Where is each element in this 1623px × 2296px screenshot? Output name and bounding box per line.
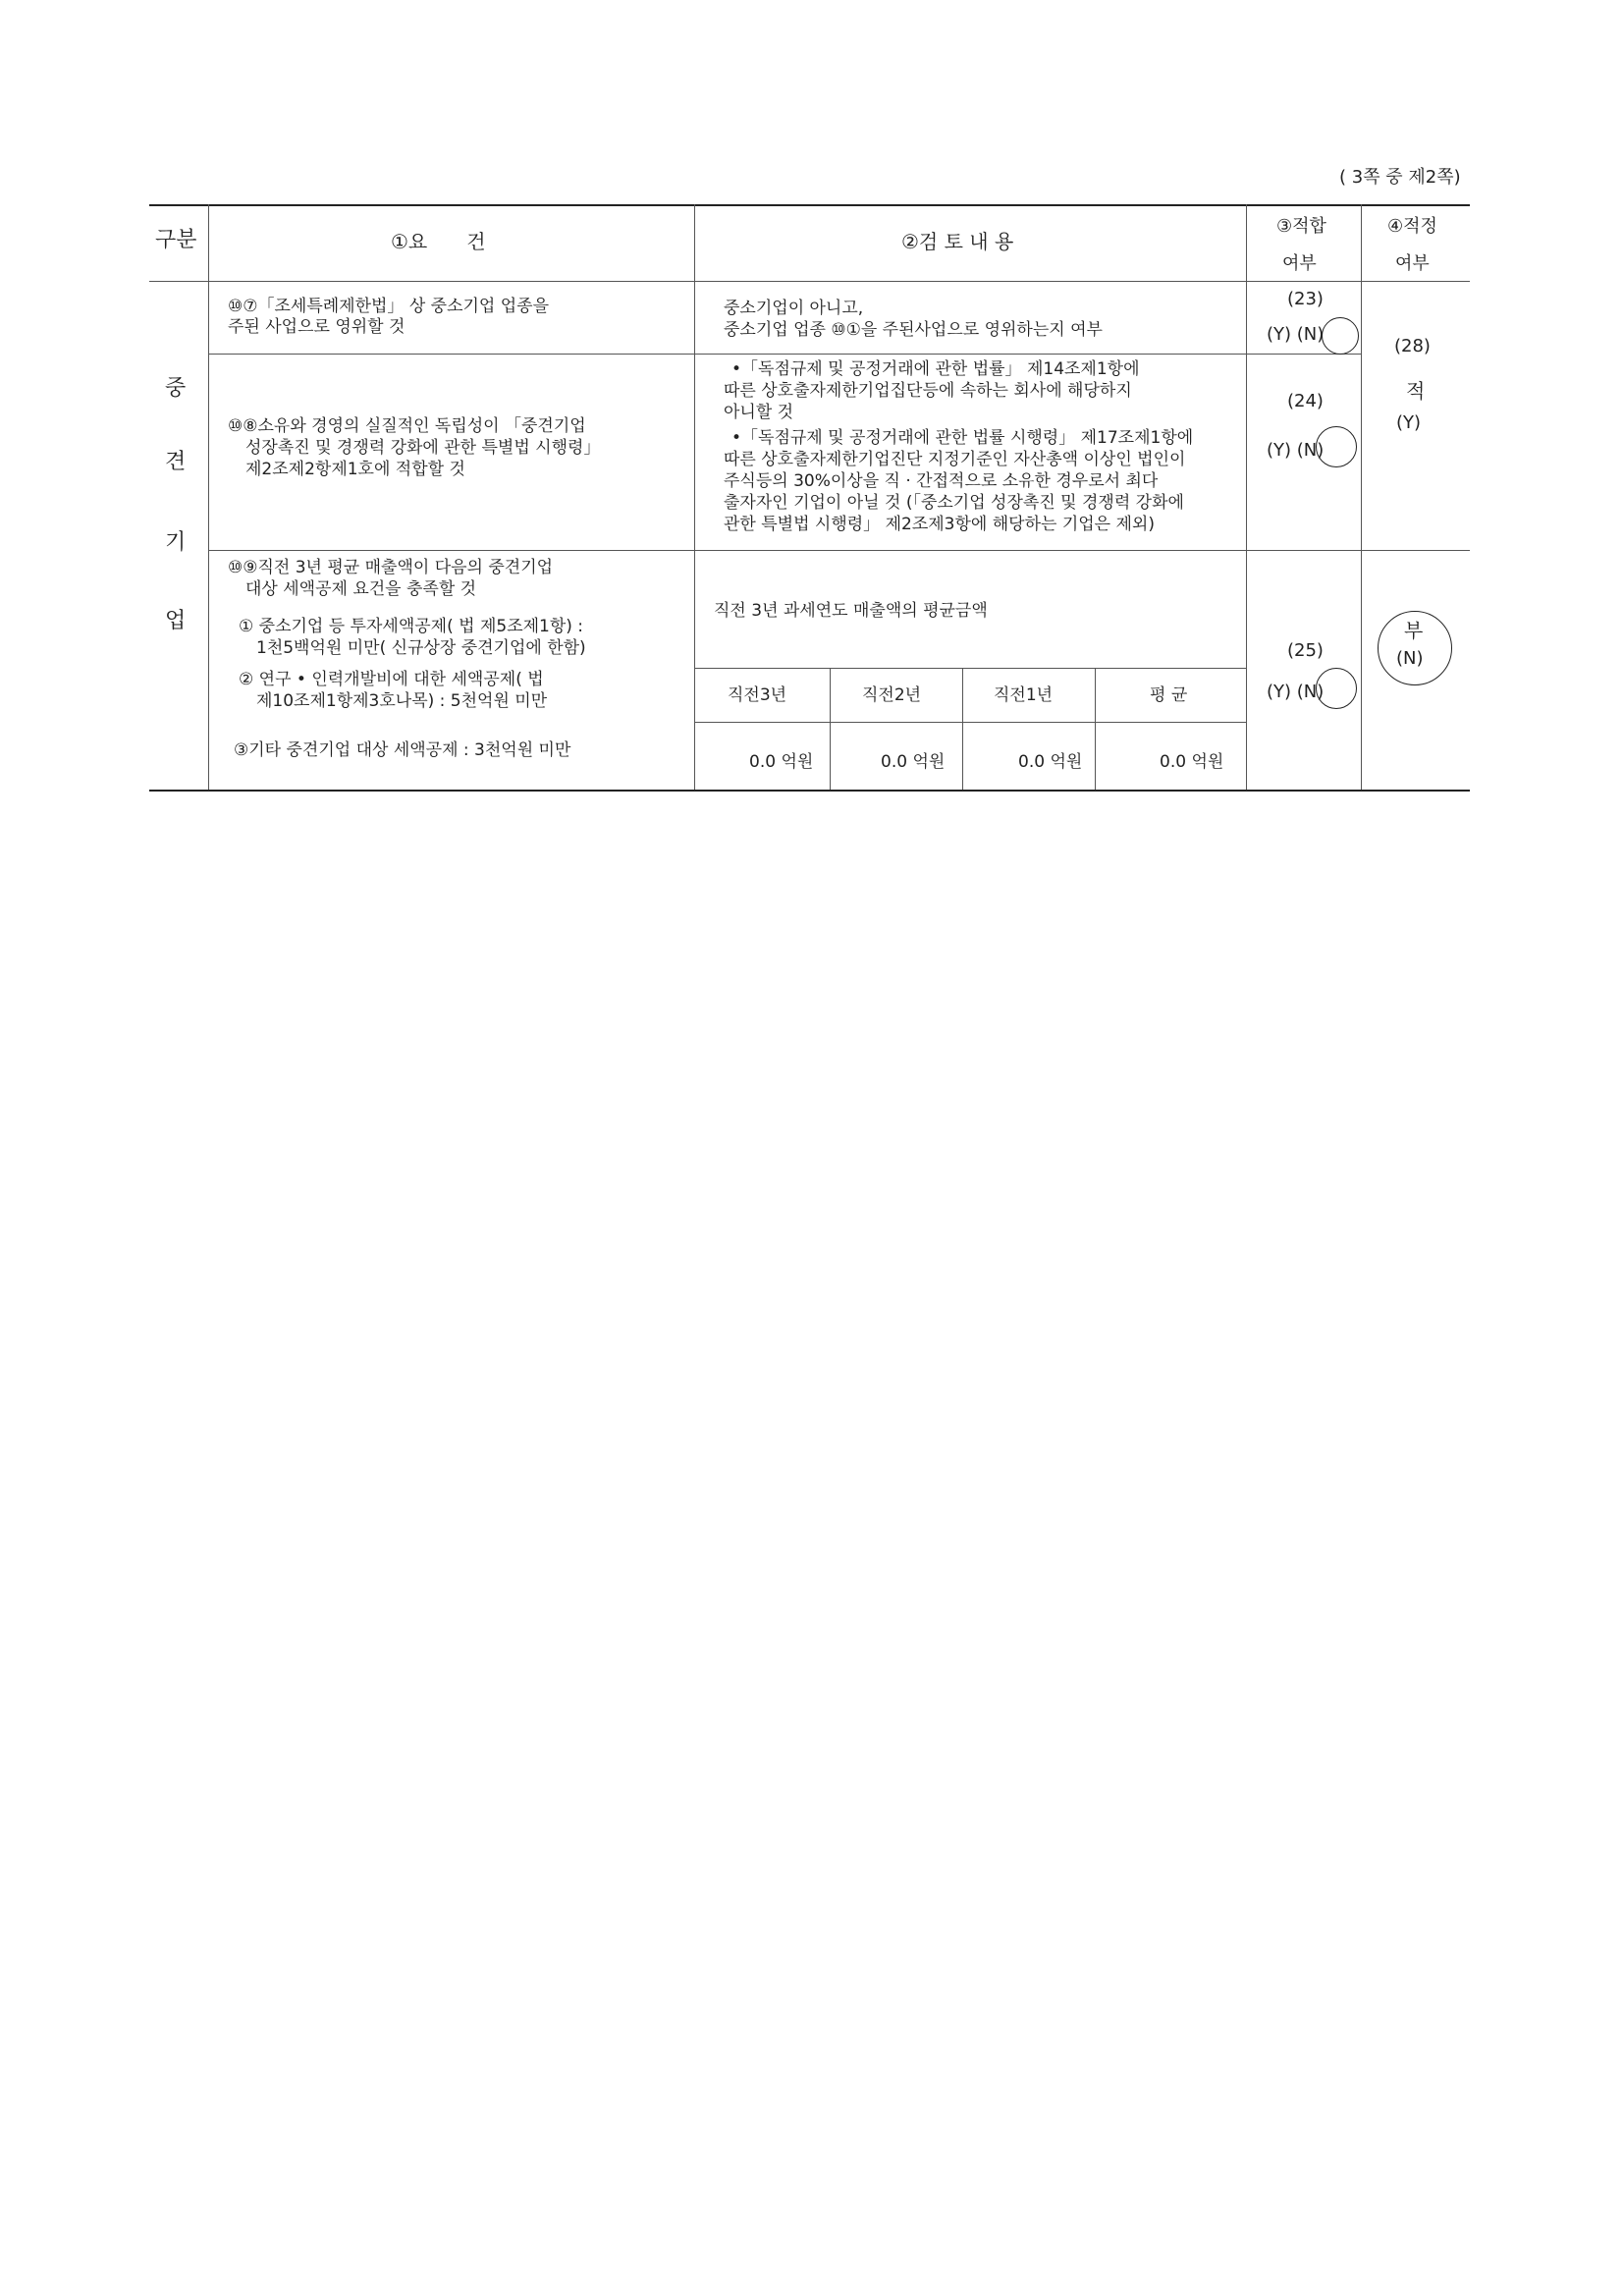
row3-code: (25) (1287, 640, 1324, 661)
row3-requirement-line5: ② 연구 • 인력개발비에 대한 세액공제( 법 (239, 670, 544, 689)
row3-yn: (Y) (N) (1267, 682, 1325, 702)
row2-review-line6: 주식등의 30%이상을 직 · 간접적으로 소유한 경우로서 최다 (724, 471, 1159, 491)
sales-col-divider-1 (830, 668, 831, 790)
row3-requirement-line4: 1천5백억원 미만( 신규상장 중견기업에 한함) (256, 638, 586, 658)
eligibility-unfit-yn: (N) (1396, 648, 1424, 669)
sales-col-divider-3 (1095, 668, 1096, 790)
row3-requirement-line2: 대상 세액공제 요건을 충족할 것 (245, 579, 477, 599)
table-bottom-border (149, 790, 1470, 792)
row2-n-selected-circle (1316, 426, 1357, 467)
sales-header-year1: 직전1년 (994, 685, 1054, 705)
row2-requirement-line3: 제2조제2항제1호에 적합할 것 (245, 460, 465, 479)
row1-review-line1: 중소기업이 아니고, (724, 299, 864, 318)
row2-requirement-line2: 성장촉진 및 경쟁력 강화에 관한 특별법 시행령」 (245, 438, 601, 458)
category-char-2: 견 (165, 450, 187, 474)
header-review: ②검 토 내 용 (901, 230, 1014, 253)
header-bottom-border (149, 281, 1470, 282)
row2-yn: (Y) (N) (1267, 440, 1325, 461)
row2-review-line2: 따른 상호출자제한기업집단등에 속하는 회사에 해당하지 (724, 381, 1132, 401)
eligibility-fit-char: 적 (1406, 379, 1426, 403)
sales-header-year2: 직전2년 (862, 685, 922, 705)
row1-bottom-border (208, 354, 1361, 355)
col-fit-right (1361, 204, 1362, 790)
eligibility-code: (28) (1394, 336, 1431, 356)
row1-yn: (Y) (N) (1267, 324, 1325, 345)
row2-code: (24) (1287, 391, 1324, 411)
sales-header-bottom (694, 722, 1246, 723)
header-category: 구분 (155, 228, 197, 252)
row3-requirement-line3: ① 중소기업 등 투자세액공제( 법 제5조제1항) : (239, 617, 584, 636)
row2-review-line7: 출자자인 기업이 아닐 것 (「중소기업 성장촉진 및 경쟁력 강화에 (724, 493, 1184, 513)
row2-review-line8: 관한 특별법 시행령」 제2조제3항에 해당하는 기업은 제외) (724, 515, 1155, 534)
sales-header-year3: 직전3년 (728, 685, 787, 705)
row2-requirement-line1: ⑩⑧소유와 경영의 실질적인 독립성이 「중견기업 (228, 416, 586, 436)
sales-value-year2: 0.0 억원 (881, 752, 946, 772)
row1-requirement-line2: 주된 사업으로 영위할 것 (228, 317, 406, 337)
eligibility-unfit-char: 부 (1404, 619, 1424, 642)
row3-requirement-line7: ③기타 중견기업 대상 세액공제 : 3천억원 미만 (234, 740, 571, 760)
category-char-4: 업 (165, 609, 187, 633)
sales-col-divider-2 (962, 668, 963, 790)
col-review-right (1246, 204, 1247, 790)
row2-review-line3: 아니할 것 (724, 403, 794, 422)
header-eligibility-line1: ④적정 (1387, 216, 1437, 237)
sales-header-average: 평 균 (1150, 685, 1188, 705)
table-top-border (149, 204, 1470, 206)
category-char-3: 기 (165, 530, 187, 555)
row3-n-selected-circle (1316, 668, 1357, 709)
row2-review-line1: •「독점규제 및 공정거래에 관한 법률」 제14조제1항에 (731, 359, 1140, 379)
row3-requirement-line6: 제10조제1항제3호나목) : 5천억원 미만 (256, 691, 548, 711)
col-requirement-right (694, 204, 695, 790)
eligibility-fit-yn: (Y) (1396, 412, 1422, 433)
eligibility-divider (1361, 550, 1470, 551)
row1-code: (23) (1287, 289, 1324, 309)
col-category-right (208, 204, 209, 790)
row2-bottom-border (208, 550, 1361, 551)
category-char-1: 중 (165, 376, 187, 401)
header-fit-line2: 여부 (1282, 253, 1317, 274)
page-label: ( 3쪽 중 제2쪽) (1339, 167, 1461, 188)
header-requirement: ①요 건 (391, 230, 486, 253)
row2-review-line5: 따른 상호출자제한기업진단 지정기준인 자산총액 이상인 법인이 (724, 450, 1186, 469)
sales-header-top (694, 668, 1246, 669)
sales-value-year3: 0.0 억원 (749, 752, 814, 772)
row3-requirement-line1: ⑩⑨직전 3년 평균 매출액이 다음의 중견기업 (228, 558, 554, 577)
row3-review-title: 직전 3년 과세연도 매출액의 평균금액 (714, 601, 988, 621)
row2-review-line4: •「독점규제 및 공정거래에 관한 법률 시행령」 제17조제1항에 (731, 428, 1194, 448)
row1-review-line2: 중소기업 업종 ⑩①을 주된사업으로 영위하는지 여부 (724, 320, 1103, 340)
header-fit-line1: ③적합 (1276, 216, 1326, 237)
header-eligibility-line2: 여부 (1395, 253, 1430, 274)
row1-requirement-line1: ⑩⑦「조세특례제한법」 상 중소기업 업종을 (228, 297, 550, 316)
sales-value-average: 0.0 억원 (1160, 752, 1224, 772)
row1-n-selected-circle (1322, 317, 1359, 355)
sales-value-year1: 0.0 억원 (1018, 752, 1083, 772)
